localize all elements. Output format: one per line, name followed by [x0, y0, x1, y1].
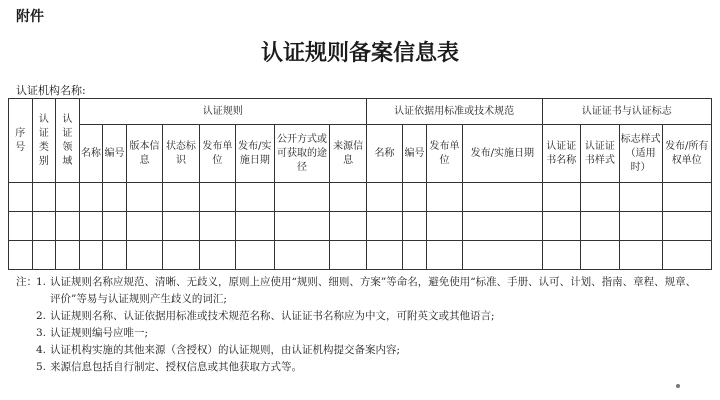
note-text: 认证规则编号应唯一;: [50, 327, 149, 339]
table-cell: [619, 183, 662, 212]
group-header-marks: 认证证书与认证标志: [542, 99, 712, 125]
table-cell: [163, 241, 199, 270]
table-cell: [199, 241, 235, 270]
table-cell: [366, 212, 402, 241]
standards-col-header: 名称: [366, 125, 402, 183]
note-item: [16, 359, 706, 376]
note-number: 5.: [36, 361, 47, 373]
note-number: 3.: [36, 327, 47, 339]
rules-col-header: 来源信息: [330, 125, 366, 183]
standards-col-header: 发布单位: [426, 125, 462, 183]
table-cell: [366, 241, 402, 270]
table-cell: [426, 212, 462, 241]
note-item: [16, 274, 706, 308]
note-item: [16, 325, 706, 342]
table-cell: [619, 212, 662, 241]
table-cell: [330, 241, 366, 270]
table-cell: [236, 212, 275, 241]
marks-col-header: 认证证书名称: [542, 125, 581, 183]
table-cell: [56, 241, 80, 270]
table-cell: [542, 241, 581, 270]
rules-col-header: 发布单位: [199, 125, 235, 183]
table-cell: [581, 183, 620, 212]
table-cell: [662, 241, 711, 270]
notes-section: [16, 274, 706, 376]
note-number: 2.: [36, 310, 47, 322]
group-header-standards: 认证依据用标准或技术规范: [366, 99, 542, 125]
note-text: 认证规则名称应规范、清晰、无歧义，原则上应使用“规则、细则、方案”等命名，避免使用“标准、手册、认可、计划、指南、章程、规章、评价”等易与认证规则产生歧义的词汇;: [50, 276, 697, 305]
table-cell: [403, 212, 427, 241]
table-row: [9, 212, 712, 241]
col-header-seq: 序号: [9, 99, 33, 183]
rules-col-header: 编号: [103, 125, 127, 183]
table-cell: [103, 183, 127, 212]
table-row: [9, 183, 712, 212]
table-cell: [236, 241, 275, 270]
rules-col-header: 发布/实施日期: [236, 125, 275, 183]
table-cell: [32, 183, 56, 212]
page-mark: [676, 384, 680, 388]
note-item: [16, 342, 706, 359]
note-number: 1.: [36, 276, 47, 288]
org-name-label: 认证机构名称:: [16, 84, 86, 97]
note-number: 4.: [36, 344, 47, 356]
note-text: 认证机构实施的其他来源（含授权）的认证规则，由认证机构提交备案内容;: [50, 344, 401, 356]
table-cell: [542, 212, 581, 241]
standards-col-header: 编号: [403, 125, 427, 183]
table-cell: [581, 212, 620, 241]
table-cell: [199, 212, 235, 241]
table-cell: [79, 212, 103, 241]
marks-col-header: 认证证书样式: [581, 125, 620, 183]
table-cell: [330, 183, 366, 212]
rules-col-header: 版本信息: [126, 125, 162, 183]
table-cell: [330, 212, 366, 241]
attachment-label: 附件: [16, 9, 44, 25]
table-body: [9, 183, 712, 270]
table-cell: [126, 212, 162, 241]
table-cell: [103, 212, 127, 241]
table-cell: [32, 241, 56, 270]
table-cell: [274, 241, 330, 270]
table-cell: [163, 212, 199, 241]
table-cell: [542, 183, 581, 212]
table-cell: [199, 183, 235, 212]
rules-col-header: 公开方式或可获取的途径: [274, 125, 330, 183]
notes-label: 注：: [16, 276, 37, 288]
table-cell: [103, 241, 127, 270]
table-cell: [56, 212, 80, 241]
table-row: [9, 241, 712, 270]
table-cell: [274, 183, 330, 212]
note-text: 认证规则名称、认证依据用标准或技术规范名称、认证证书名称应为中文，可附英文或其他语言;: [50, 310, 495, 322]
table-cell: [79, 183, 103, 212]
table-cell: [9, 183, 33, 212]
table-cell: [163, 183, 199, 212]
table-cell: [662, 183, 711, 212]
table-cell: [366, 183, 402, 212]
table-cell: [619, 241, 662, 270]
table-cell: [581, 241, 620, 270]
marks-col-header: 标志样式（适用时）: [619, 125, 662, 183]
table-cell: [463, 212, 542, 241]
note-item: [16, 308, 706, 325]
standards-col-header: 发布/实施日期: [463, 125, 542, 183]
table-cell: [274, 212, 330, 241]
group-header-rules: 认证规则: [79, 99, 366, 125]
table-cell: [32, 212, 56, 241]
table-cell: [126, 241, 162, 270]
rules-col-header: 名称: [79, 125, 103, 183]
table-cell: [9, 212, 33, 241]
table-cell: [403, 241, 427, 270]
page-title: 认证规则备案信息表: [260, 41, 459, 66]
table-cell: [79, 241, 103, 270]
col-header-cert-type: 认证类别: [32, 99, 56, 183]
col-header-cert-field: 认证领域: [56, 99, 80, 183]
rules-col-header: 状态标识: [163, 125, 199, 183]
table-cell: [463, 241, 542, 270]
marks-col-header: 发布/所有权单位: [662, 125, 711, 183]
table-cell: [126, 183, 162, 212]
registration-table: [8, 98, 712, 270]
table-cell: [9, 241, 33, 270]
table-cell: [56, 183, 80, 212]
table-cell: [403, 183, 427, 212]
table-cell: [426, 241, 462, 270]
table-cell: [426, 183, 462, 212]
table-cell: [236, 183, 275, 212]
table-cell: [463, 183, 542, 212]
table-cell: [662, 212, 711, 241]
note-text: 来源信息包括自行制定、授权信息或其他获取方式等。: [50, 361, 302, 373]
